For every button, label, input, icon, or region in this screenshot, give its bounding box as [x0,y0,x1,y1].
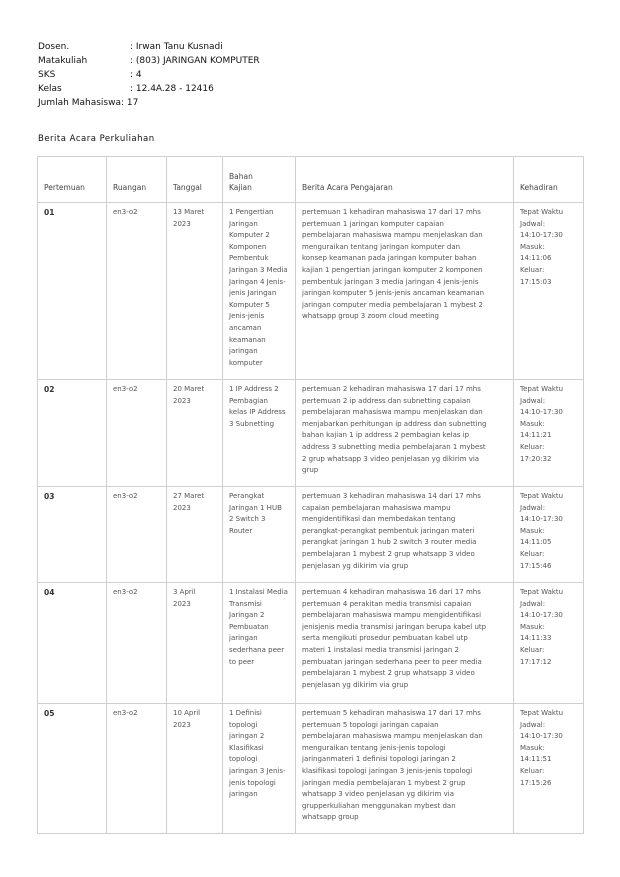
table-row [38,704,584,834]
cell-tanggal: 27 Maret 2023 [167,487,223,583]
cell-bahan-kajian: 1 Instalasi Media Transmisi Jaringan 2 Pembuatan jaringan sederhana peer to peer [223,583,296,704]
cell-kehadiran: Tepat Waktu Jadwal: 14:10-17:30 Masuk: 14:11:33 Keluar: 17:17:12 [514,583,584,704]
cell-berita-acara: pertemuan 2 kehadiran mahasiswa 17 dari 17 mhs pertemuan 2 ip address dan subnetting capaian pembelajaran mahasiswa mampu menjelaskan dan menjabarkan perhitungan ip address dan subnetting bahan kajian 1 ip address 2 pembagian kelas ip address 3 subnetting media pembelajaran 1 mybest 2 grup whatsapp 3 video penjelasan yg dikirim via grup [296,380,514,487]
cell-pertemuan: 04 [38,583,107,704]
cell-kehadiran: Tepat Waktu Jadwal: 14:10-17:30 Masuk: 14:11:21 Keluar: 17:20:32 [514,380,584,487]
cell-ruangan: en3-o2 [107,583,167,704]
cell-pertemuan: 05 [38,704,107,834]
kelas-value: : 12.4A.28 - 12416 [130,84,214,94]
cell-ruangan: en3-o2 [107,704,167,834]
cell-pertemuan: 03 [38,487,107,583]
berita-acara-table [37,156,584,834]
cell-bahan-kajian: 1 Definisi topologi jaringan 2 Klasifikasi topologi jaringan 3 Jenis- jenis topologi jaringan [223,704,296,834]
jumlah-mahasiswa-value: : 17 [120,98,139,108]
cell-bahan-kajian: 1 IP Address 2 Pembagian kelas IP Address 3 Subnetting [223,380,296,487]
cell-kehadiran: Tepat Waktu Jadwal: 14:10-17:30 Masuk: 14:11:51 Keluar: 17:15:26 [514,704,584,834]
header-kehadiran: Kehadiran [514,157,584,203]
cell-tanggal: 20 Maret 2023 [167,380,223,487]
course-info [38,40,260,110]
header-tanggal: Tanggal [167,157,223,203]
dosen-value: : Irwan Tanu Kusnadi [130,42,223,52]
sks-value: : 4 [130,70,142,80]
cell-tanggal: 13 Maret 2023 [167,203,223,380]
matakuliah-label: Matakuliah [38,56,88,66]
header-pertemuan: Pertemuan [38,157,107,203]
table-row [38,380,584,487]
dosen-label: Dosen. [38,42,70,52]
cell-ruangan: en3-o2 [107,380,167,487]
matakuliah-row [38,54,260,68]
jumlah-mahasiswa-row [38,96,260,110]
header-ruangan: Ruangan [107,157,167,203]
table-row [38,203,584,380]
header-berita-acara: Berita Acara Pengajaran [296,157,514,203]
table-row [38,487,584,583]
sks-row [38,68,260,82]
cell-ruangan: en3-o2 [107,487,167,583]
section-title: Berita Acara Perkuliahan [38,134,155,144]
jumlah-mahasiswa-label: Jumlah Mahasiswa [38,98,121,108]
kelas-label: Kelas [38,84,62,94]
cell-pertemuan: 02 [38,380,107,487]
cell-tanggal: 10 April 2023 [167,704,223,834]
kelas-row [38,82,260,96]
cell-berita-acara: pertemuan 1 kehadiran mahasiswa 17 dari 17 mhs pertemuan 1 jaringan komputer capaian pembelajaran mahasiswa mampu menjelaskan dan menguraikan tentang jaringan komputer dan konsep keamanan pada jaringan komputer bahan kajian 1 pengertian jaringan komputer 2 komponen pembentuk jaringan 3 media jaringan 4 jenis-jenis jaringan komputer 5 jenis-jenis ancaman keamanan jaringan computer media pembelajaran 1 mybest 2 whatsapp group 3 zoom cloud meeting [296,203,514,380]
dosen-row [38,40,260,54]
matakuliah-value: : (803) JARINGAN KOMPUTER [130,56,260,66]
sks-label: SKS [38,70,56,80]
cell-bahan-kajian: 1 Pengertian Jaringan Komputer 2 Komponen Pembentuk Jaringan 3 Media Jaringan 4 Jenis- jenis Jaringan Komputer 5 Jenis-jenis ancaman keamanan jaringan komputer [223,203,296,380]
cell-kehadiran: Tepat Waktu Jadwal: 14:10-17:30 Masuk: 14:11:05 Keluar: 17:15:46 [514,487,584,583]
cell-pertemuan: 01 [38,203,107,380]
cell-tanggal: 3 April 2023 [167,583,223,704]
table-row [38,583,584,704]
cell-kehadiran: Tepat Waktu Jadwal: 14:10-17:30 Masuk: 14:11:06 Keluar: 17:15:03 [514,203,584,380]
cell-bahan-kajian: Perangkat Jaringan 1 HUB 2 Switch 3 Router [223,487,296,583]
header-bahan-kajian: Bahan Kajian [223,157,296,203]
table-header-row [38,157,584,203]
cell-berita-acara: pertemuan 3 kehadiran mahasiswa 14 dari 17 mhs capaian pembelajaran mahasiswa mampu mengidentifikasi dan membedakan tentang perangkat-perangkat pembentuk jaringan materi perangkat jaringan 1 hub 2 switch 3 router media pembelajaran 1 mybest 2 grup whatsapp 3 video penjelasan yg dikirim via grup [296,487,514,583]
cell-ruangan: en3-o2 [107,203,167,380]
cell-berita-acara: pertemuan 5 kehadiran mahasiswa 17 dari 17 mhs pertemuan 5 topologi jaringan capaian pembelajaran mahasiswa mampu menjelaskan dan menguraikan tentang jenis-jenis topologi jaringanmateri 1 definisi topologi jaringan 2 klasifikasi topologi jaringan 3 jenis-jenis topologi jaringan media pembelajaran 1 mybest 2 grup whatsapp 3 video penjelasan yg dikirim via grupperkuliahan menggunakan mybest dan whatsapp group [296,704,514,834]
cell-berita-acara: pertemuan 4 kehadiran mahasiswa 16 dari 17 mhs pertemuan 4 perakitan media transmisi capaian pembelajaran mahasiswa mampu mengidentifikasi jenisjenis media transmisi jaringan berupa kabel utp serta mengikuti prosedur pembuatan kabel utp materi 1 instalasi media transmisi jaringan 2 pembuatan jaringan sederhana peer to peer media pembelajaran 1 mybest 2 grup whatsapp 3 video penjelasan yg dikirim via grup [296,583,514,704]
